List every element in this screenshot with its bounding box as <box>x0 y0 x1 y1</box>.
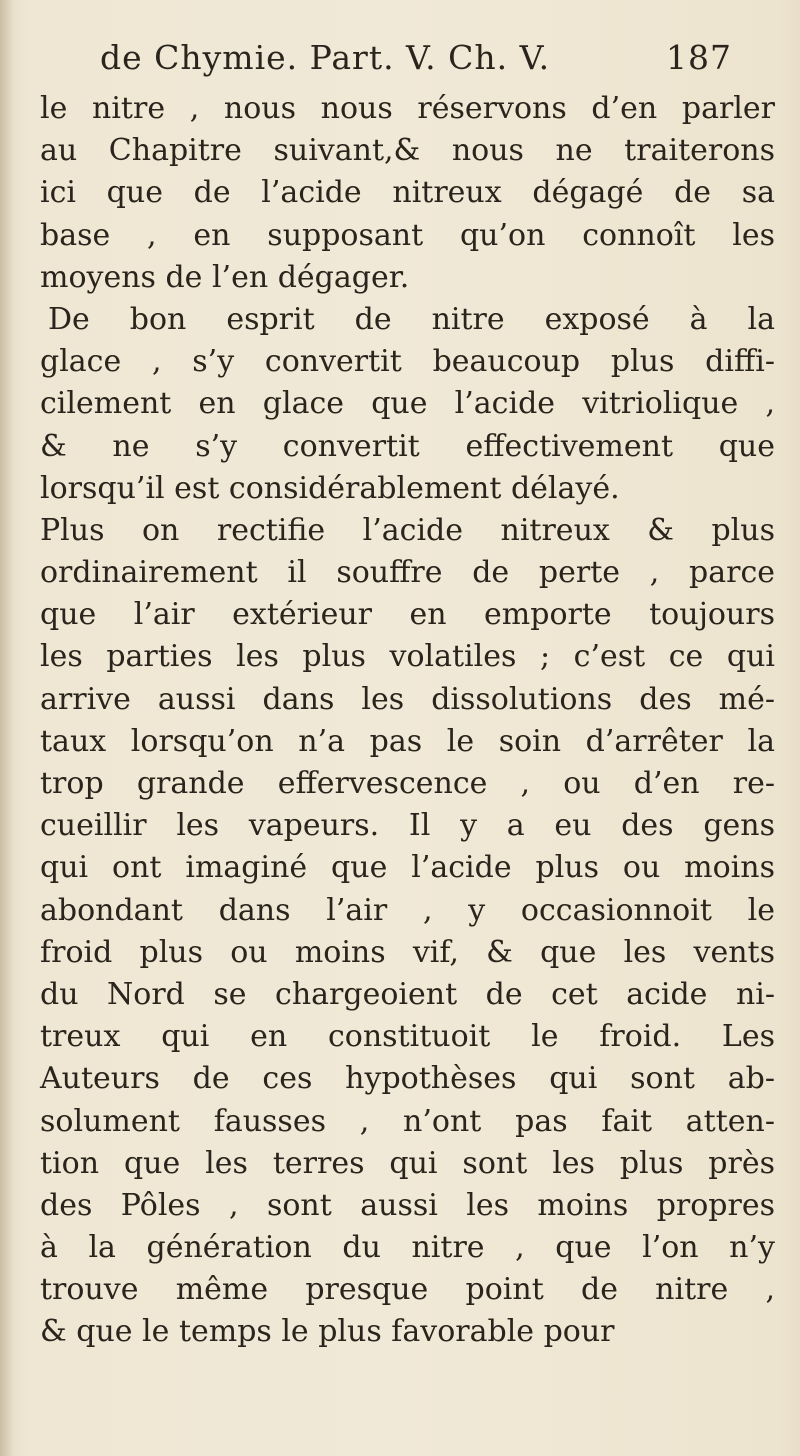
text-line: ordinairement il souffre de perte , parce <box>40 555 775 591</box>
text-line: froid plus ou moins vif, & que les vents <box>40 934 775 970</box>
text-line: trouve même presque point de nitre , <box>40 1272 775 1308</box>
text-line: les parties les plus volatiles ; c’est ce qui <box>40 639 775 675</box>
text-line: trop grande effervescence , ou d’en re- <box>40 766 775 801</box>
running-head <box>100 38 760 88</box>
text-line: à la génération du nitre , que l’on n’y <box>40 1230 775 1266</box>
text-line: abondant dans l’air , y occasionnoit le <box>40 892 775 928</box>
body-text <box>40 88 775 1354</box>
text-line: treux qui en constituoit le froid. Les <box>40 1019 775 1055</box>
text-line: du Nord se chargeoient de cet acide ni- <box>40 976 775 1012</box>
text-line: le nitre , nous nous réservons d’en parler <box>40 91 775 126</box>
text-line: que l’air extérieur en emporte toujours <box>40 597 775 633</box>
text-line: & ne s’y convertit effectivement que <box>40 428 775 464</box>
text-line: cilement en glace que l’acide vitriolique , <box>40 386 775 422</box>
text-line: tion que les terres qui sont les plus près <box>40 1145 775 1181</box>
running-head-title: de Chymie. Part. V. Ch. V. <box>100 38 551 77</box>
text-line: De bon esprit de nitre exposé à la <box>48 301 775 337</box>
gutter-shadow <box>0 0 14 1456</box>
text-line: qui ont imaginé que l’acide plus ou moins <box>40 850 775 886</box>
text-line: moyens de l’en dégager. <box>40 259 410 295</box>
text-line: ici que de l’acide nitreux dégagé de sa <box>40 175 775 211</box>
text-line: Auteurs de ces hypothèses qui sont ab- <box>40 1061 775 1097</box>
text-line: glace , s’y convertit beaucoup plus diffi- <box>40 344 775 380</box>
text-line: des Pôles , sont aussi les moins propres <box>40 1187 775 1223</box>
text-line: taux lorsqu’on n’a pas le soin d’arrêter la <box>40 723 775 759</box>
page-number: 187 <box>666 38 732 77</box>
text-line: arrive aussi dans les dissolutions des mé- <box>40 681 775 717</box>
text-line: base , en supposant qu’on connoît les <box>40 217 775 253</box>
text-line: & que le temps le plus favorable pour <box>40 1314 615 1350</box>
text-line: Plus on rectifie l’acide nitreux & plus <box>40 512 775 548</box>
text-line: lorsqu’il est considérablement délayé. <box>40 470 620 506</box>
text-line: au Chapitre suivant,& nous ne traiterons <box>40 133 775 169</box>
text-line: cueillir les vapeurs. Il y a eu des gens <box>40 808 775 844</box>
text-line: solument fausses , n’ont pas fait atten- <box>40 1103 775 1139</box>
